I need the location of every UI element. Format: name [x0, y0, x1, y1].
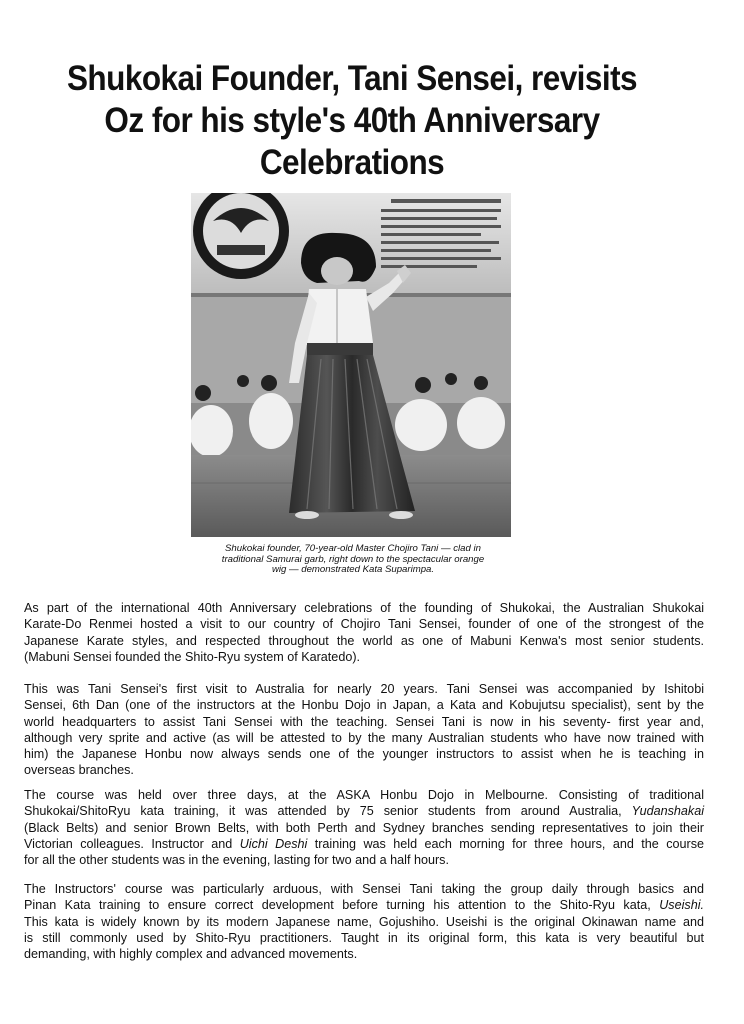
text-line: Sensei, 6th Dan (one of the instructors at the Honbu Dojo in Japan, a Kata and Kobujutsu specialist), sent by the	[24, 698, 704, 713]
title-line: Celebrations	[259, 143, 445, 182]
text-line: Karate-Do Renmei hosted a visit to our country of Chojiro Tani Sensei, founder of one of the strongest of the	[24, 617, 704, 632]
paragraph-visit	[24, 681, 704, 779]
paragraph-course	[24, 787, 704, 868]
title-line: Oz for his style's 40th Anniversary	[104, 101, 600, 140]
paragraph-intro	[24, 600, 704, 665]
text-line: Japanese Karate styles, and respected throughout the world as one of Mabuni Kenwa's most senior students.	[24, 633, 704, 648]
text-line: although very sprite and active (as will be attested to by the many Australian students who have now trained with	[24, 730, 704, 745]
text-line: world headquarters to assist Tani Sensei with the teaching. Sensei Tani is now in his seventy- first year and,	[24, 714, 704, 729]
text-line: (Mabuni Sensei founded the Shito-Ryu system of Karatedo).	[24, 649, 361, 664]
text-line: Pinan Kata training to ensure correct development before turning his attention to the Shito-Ryu kata, Useishi.	[24, 898, 704, 913]
text-line: for all the other students was in the evening, lasting for two and a half hours.	[24, 853, 449, 868]
text-line: The course was held over three days, at the ASKA Honbu Dojo in Melbourne. Consisting of traditional	[24, 788, 704, 802]
karate-demonstration-photo	[191, 193, 511, 537]
text-line: (Black Belts) and senior Brown Belts, with both Perth and Sydney branches sending representatives to join their	[24, 820, 704, 835]
photo-caption	[190, 544, 516, 576]
text-line: This was Tani Sensei's first visit to Australia for nearly 20 years. Tani Sensei was accompanied by Ishitobi	[24, 682, 704, 696]
caption-line: wig — demonstrated Kata Suparimpa.	[271, 564, 435, 576]
text-line: Shukokai/ShitoRyu kata training, it was attended by 75 senior students from around Australia, Yudanshakai	[24, 804, 704, 819]
text-line: demanding, with highly complex and advanced movements.	[24, 947, 358, 962]
caption-line: Shukokai founder, 70-year-old Master Chojiro Tani — clad in	[225, 543, 481, 554]
text-line: The Instructors' course was particularly arduous, with Sensei Tani taking the group daily through basics and	[24, 882, 704, 896]
text-line: him) the Japanese Honbu now always sends one of the younger instructors to assist when he is teaching in	[24, 747, 704, 762]
text-line: As part of the international 40th Anniversary celebrations of the founding of Shukokai, the Australian Shukokai	[24, 601, 704, 615]
text-line: overseas branches.	[24, 763, 134, 778]
text-line: is still commonly used by Shito-Ryu practitioners. Taught in its original form, this kata is very beautiful but	[24, 930, 704, 945]
paragraph-instructors	[24, 881, 704, 962]
italic-term: Useishi.	[659, 898, 704, 913]
title-line: Shukokai Founder, Tani Sensei, revisits	[66, 59, 638, 98]
article-title	[35, 58, 669, 184]
text-line: Victorian colleagues. Instructor and Uichi Deshi training was held each morning for three hours, and the course	[24, 836, 705, 851]
italic-term: Uichi Deshi	[239, 836, 308, 851]
text-line: This kata is widely known by its modern Japanese name, Gojushiho. Useishi is the original Okinawan name and	[24, 914, 704, 929]
italic-term: Yudanshakai	[631, 804, 704, 819]
caption-line: traditional Samurai garb, right down to the spectacular orange	[221, 553, 485, 565]
